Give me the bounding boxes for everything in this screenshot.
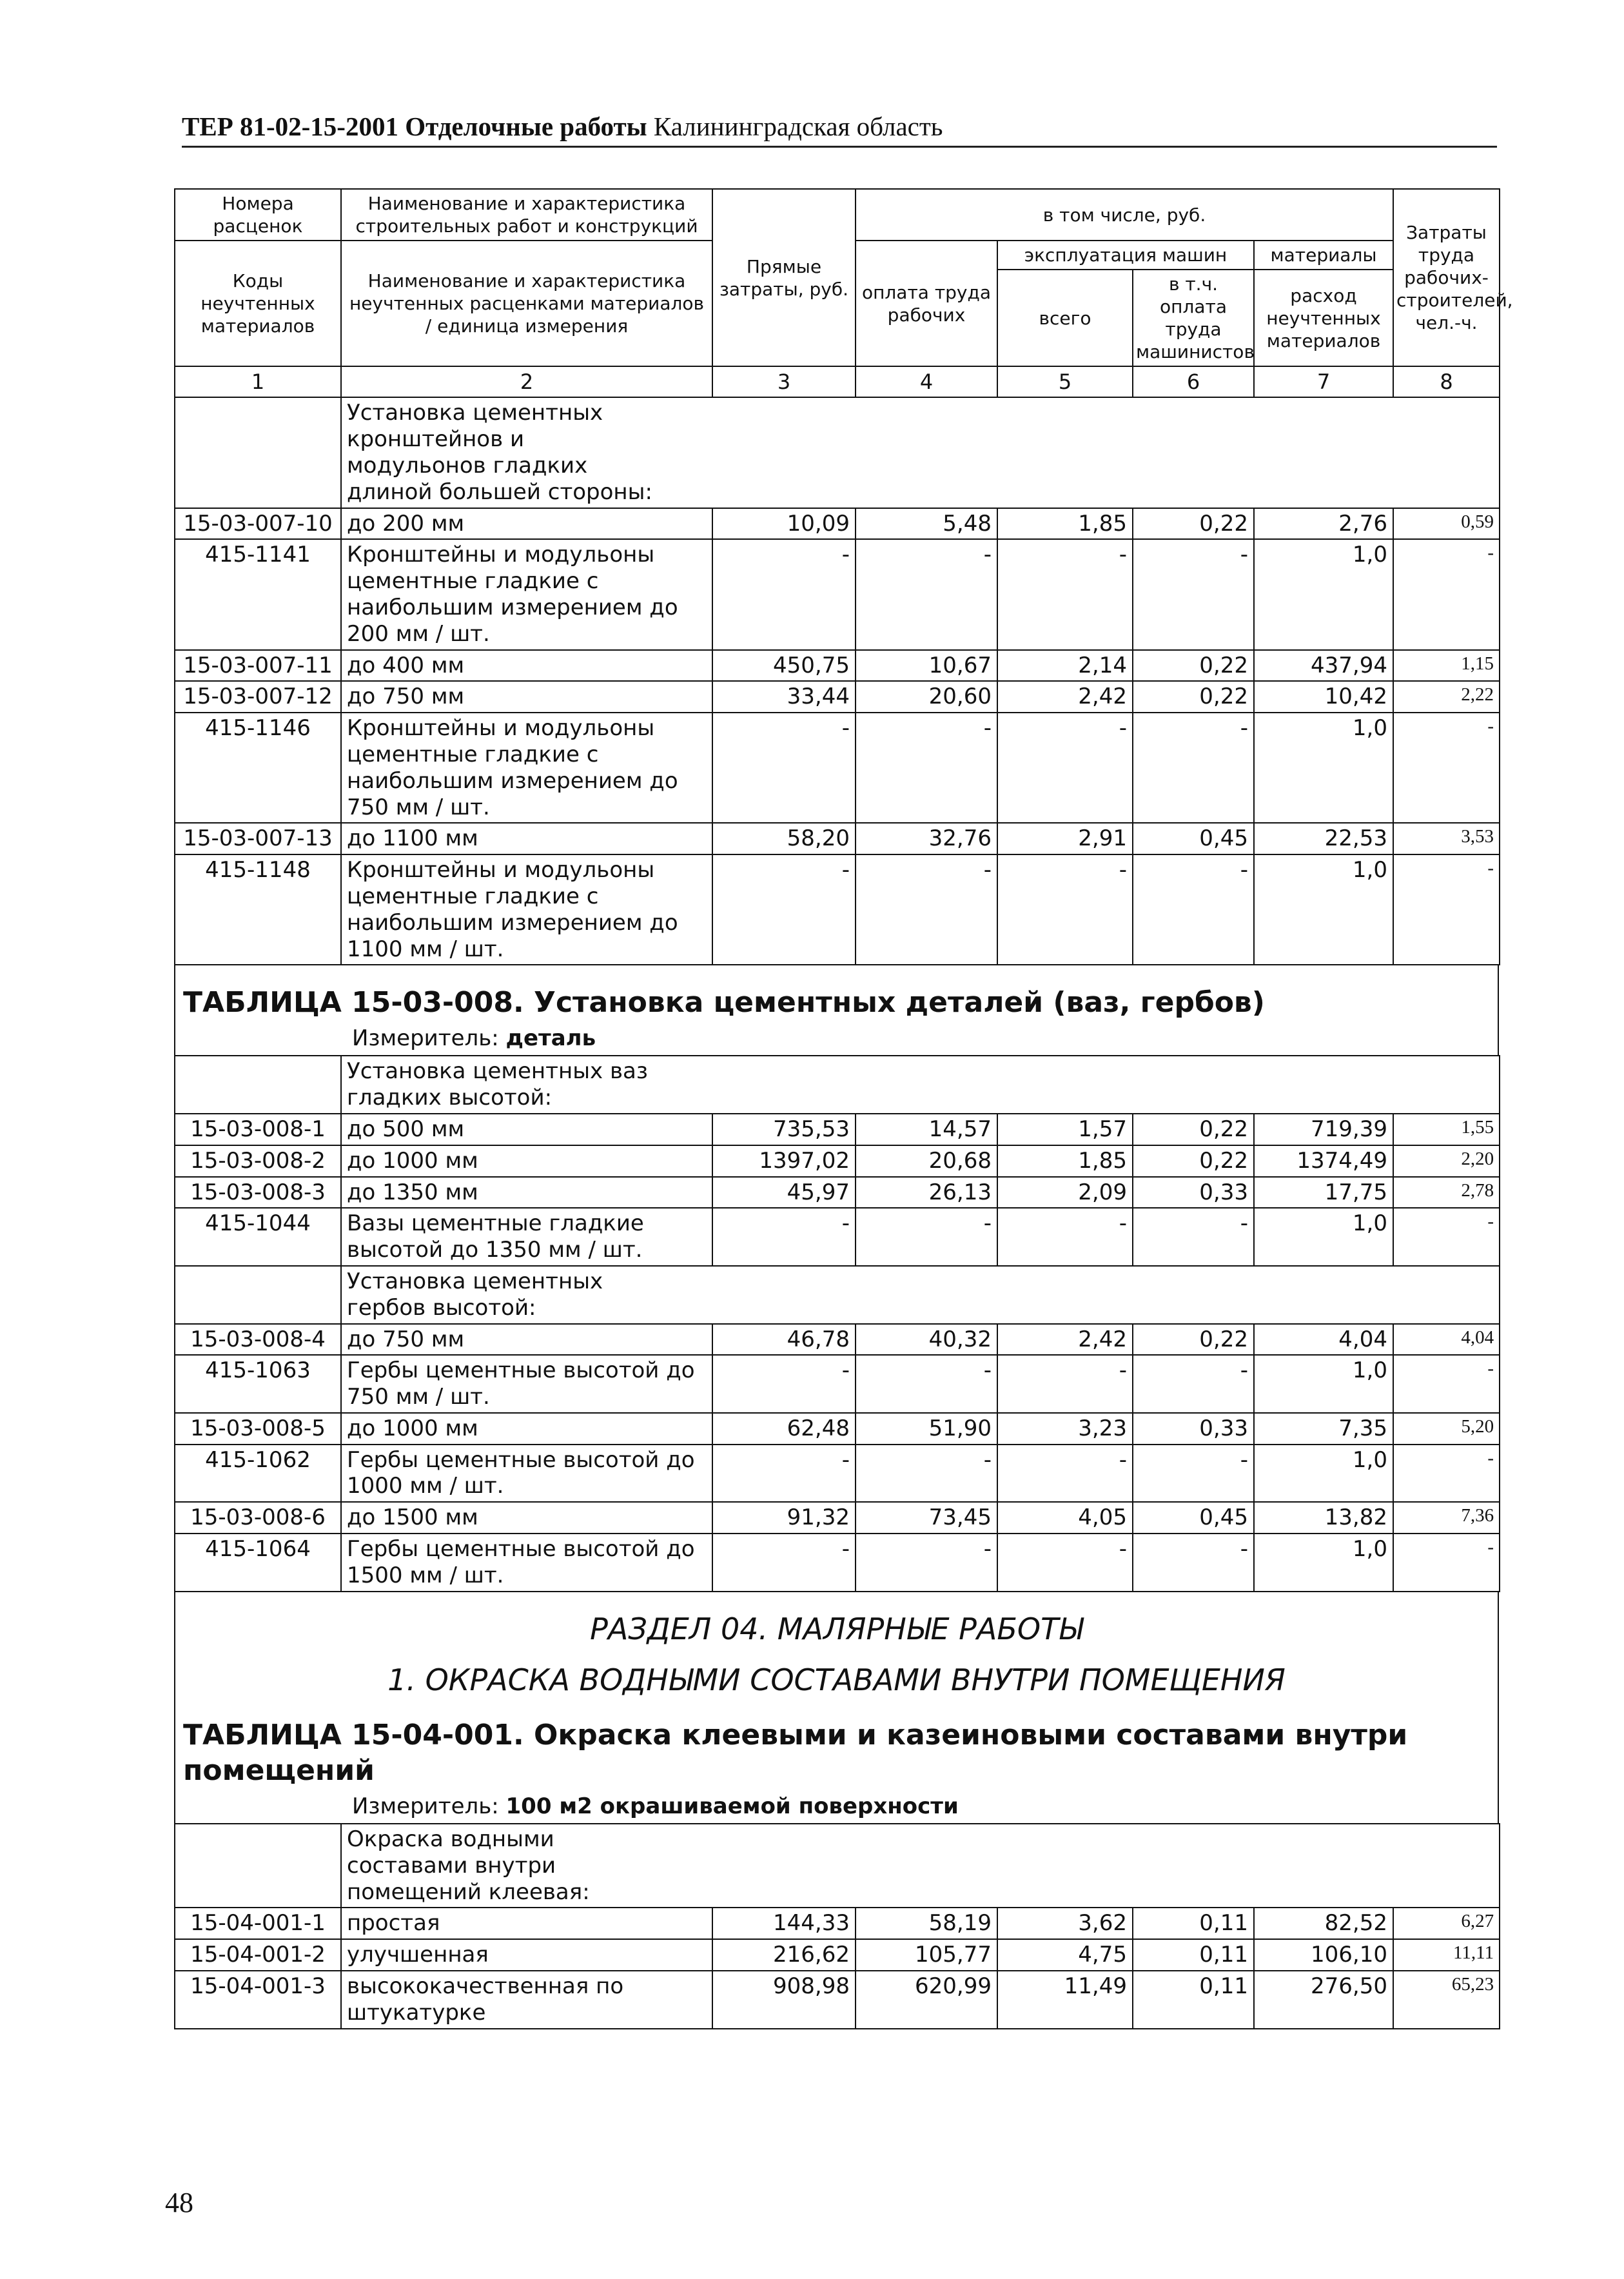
col1-top-header: Номера расценок bbox=[175, 189, 341, 241]
operators-pay-value: 0,45 bbox=[1133, 1502, 1254, 1534]
table-001-meter bbox=[183, 1788, 1490, 1823]
labor-pay-value: 620,99 bbox=[856, 1971, 997, 2029]
operators-pay-value: - bbox=[1133, 713, 1254, 823]
materials-value: 10,42 bbox=[1254, 681, 1393, 713]
labor-pay-value: 20,60 bbox=[856, 681, 997, 713]
rate-name: улучшенная bbox=[341, 1939, 712, 1971]
rate-code: 415-1141 bbox=[175, 539, 341, 649]
rate-code: 15-04-001-2 bbox=[175, 1939, 341, 1971]
machines-total-value: - bbox=[997, 854, 1133, 965]
labor-pay-value: 10,67 bbox=[856, 650, 997, 682]
rate-name: простая bbox=[341, 1908, 712, 1939]
labor-hours-value: - bbox=[1393, 713, 1500, 823]
labor-hours-value: 0,59 bbox=[1393, 508, 1500, 540]
direct-cost-value: 62,48 bbox=[712, 1413, 856, 1445]
table-row bbox=[175, 713, 1500, 823]
rate-code: 15-03-007-10 bbox=[175, 508, 341, 540]
operators-pay-value: - bbox=[1133, 1208, 1254, 1266]
empty-code-cell bbox=[175, 397, 341, 508]
machines-total-value: 2,09 bbox=[997, 1177, 1133, 1209]
table-row bbox=[175, 1502, 1500, 1534]
subsection-title: 1. ОКРАСКА ВОДНЫМИ СОСТАВАМИ ВНУТРИ ПОМЕЩЕНИЯ bbox=[387, 1662, 1286, 1697]
rate-code: 15-03-008-2 bbox=[175, 1145, 341, 1177]
direct-cost-value: - bbox=[712, 854, 856, 965]
meter-value: 100 м2 окрашиваемой поверхности bbox=[505, 1793, 959, 1820]
rate-name: Гербы цементные высотой до 750 мм / шт. bbox=[341, 1355, 712, 1413]
empty-code-cell bbox=[175, 1824, 341, 1908]
col-number: 7 bbox=[1254, 366, 1393, 397]
rate-name: до 1100 мм bbox=[341, 823, 712, 854]
labor-hours-value: 11,11 bbox=[1393, 1939, 1500, 1971]
table-row bbox=[175, 854, 1500, 965]
operators-pay-value: 0,22 bbox=[1133, 1324, 1254, 1356]
table-row bbox=[175, 1534, 1500, 1592]
labor-hours-value: 65,23 bbox=[1393, 1971, 1500, 2029]
operators-pay-value: 0,11 bbox=[1133, 1971, 1254, 2029]
group-intro-row bbox=[175, 1056, 1500, 1114]
operators-pay-value: 0,22 bbox=[1133, 1114, 1254, 1145]
materials-value: 1,0 bbox=[1254, 1208, 1393, 1266]
materials-value: 17,75 bbox=[1254, 1177, 1393, 1209]
materials-value: 82,52 bbox=[1254, 1908, 1393, 1939]
rate-name: до 750 мм bbox=[341, 681, 712, 713]
labor-hours-value: - bbox=[1393, 854, 1500, 965]
operators-pay-value: 0,33 bbox=[1133, 1177, 1254, 1209]
labor-pay-value: - bbox=[856, 539, 997, 649]
table-008-body bbox=[175, 1056, 1500, 1591]
table-row bbox=[175, 650, 1500, 682]
group1-body bbox=[175, 397, 1500, 965]
direct-cost-value: - bbox=[712, 539, 856, 649]
operators-pay-value: - bbox=[1133, 1534, 1254, 1592]
rate-name: Гербы цементные высотой до 1500 мм / шт. bbox=[341, 1534, 712, 1592]
rate-code: 415-1062 bbox=[175, 1445, 341, 1503]
header-region: Калининградская область bbox=[653, 112, 943, 141]
operators-pay-value: - bbox=[1133, 539, 1254, 649]
machines-total-value: 2,42 bbox=[997, 681, 1133, 713]
materials-value: 1,0 bbox=[1254, 539, 1393, 649]
direct-cost-value: 735,53 bbox=[712, 1114, 856, 1145]
materials-value: 1,0 bbox=[1254, 1534, 1393, 1592]
group-intro-row bbox=[175, 1266, 1500, 1324]
table-row bbox=[175, 1145, 1500, 1177]
rate-code: 415-1146 bbox=[175, 713, 341, 823]
rate-name: Кронштейны и модульоны цементные гладкие с наибольшим измерением до 750 мм / шт. bbox=[341, 713, 712, 823]
col-number: 8 bbox=[1393, 366, 1500, 397]
labor-hours-value: 6,27 bbox=[1393, 1908, 1500, 1939]
machines-total-value: 3,23 bbox=[997, 1413, 1133, 1445]
labor-pay-value: 5,48 bbox=[856, 508, 997, 540]
labor-hours-value: 5,20 bbox=[1393, 1413, 1500, 1445]
direct-cost-value: - bbox=[712, 1355, 856, 1413]
rate-name: до 500 мм bbox=[341, 1114, 712, 1145]
col-number: 2 bbox=[341, 366, 712, 397]
labor-pay-value: - bbox=[856, 1208, 997, 1266]
table-row bbox=[175, 539, 1500, 649]
section-title: РАЗДЕЛ 04. МАЛЯРНЫЕ РАБОТЫ bbox=[590, 1611, 1083, 1646]
direct-cost-value: - bbox=[712, 1445, 856, 1503]
direct-cost-value: 33,44 bbox=[712, 681, 856, 713]
rate-code: 15-04-001-3 bbox=[175, 1971, 341, 2029]
direct-cost-value: 908,98 bbox=[712, 1971, 856, 2029]
labor-hours-value: 2,22 bbox=[1393, 681, 1500, 713]
meter-label: Измеритель: bbox=[352, 1025, 506, 1052]
page-number: 48 bbox=[165, 2187, 193, 2218]
materials-value: 719,39 bbox=[1254, 1114, 1393, 1145]
col1-bottom-header: Коды неучтенных материалов bbox=[175, 241, 341, 366]
rate-code: 415-1064 bbox=[175, 1534, 341, 1592]
direct-cost-value: 45,97 bbox=[712, 1177, 856, 1209]
direct-cost-value: 450,75 bbox=[712, 650, 856, 682]
table-row bbox=[175, 508, 1500, 540]
operators-pay-value: 0,11 bbox=[1133, 1939, 1254, 1971]
machines-header: эксплуатация машин bbox=[997, 241, 1254, 270]
machines-total-value: 2,42 bbox=[997, 1324, 1133, 1356]
labor-header: Затраты труда рабочих-строителей, чел.-ч. bbox=[1393, 189, 1500, 366]
table-row bbox=[175, 1355, 1500, 1413]
direct-cost-value: 1397,02 bbox=[712, 1145, 856, 1177]
machines-total-value: - bbox=[997, 1534, 1133, 1592]
labor-pay-value: 73,45 bbox=[856, 1502, 997, 1534]
table-row bbox=[175, 1413, 1500, 1445]
table-008-heading bbox=[174, 965, 1499, 1055]
direct-cost-value: - bbox=[712, 713, 856, 823]
table-row bbox=[175, 681, 1500, 713]
rate-code: 15-03-008-6 bbox=[175, 1502, 341, 1534]
machines-total-value: - bbox=[997, 713, 1133, 823]
table-row bbox=[175, 1445, 1500, 1503]
table-row bbox=[175, 1114, 1500, 1145]
labor-hours-value: 2,78 bbox=[1393, 1177, 1500, 1209]
group-intro-row bbox=[175, 397, 1500, 508]
labor-pay-value: - bbox=[856, 1534, 997, 1592]
machines-total-value: - bbox=[997, 1445, 1133, 1503]
rate-name: Кронштейны и модульоны цементные гладкие с наибольшим измерением до 200 мм / шт. bbox=[341, 539, 712, 649]
operators-pay-value: - bbox=[1133, 1445, 1254, 1503]
empty-code-cell bbox=[175, 1266, 341, 1324]
machines-total-value: 1,57 bbox=[997, 1114, 1133, 1145]
machines-total-value: 1,85 bbox=[997, 1145, 1133, 1177]
labor-pay-value: - bbox=[856, 1355, 997, 1413]
header-rule bbox=[182, 146, 1497, 148]
labor-hours-value: - bbox=[1393, 1534, 1500, 1592]
col-number: 3 bbox=[712, 366, 856, 397]
direct-cost-value: 46,78 bbox=[712, 1324, 856, 1356]
group-intro-text: Установка цементных ваз гладких высотой: bbox=[341, 1056, 1500, 1114]
materials-value: 7,35 bbox=[1254, 1413, 1393, 1445]
direct-cost-value: 10,09 bbox=[712, 508, 856, 540]
operators-pay-value: 0,22 bbox=[1133, 650, 1254, 682]
labor-hours-value: 1,55 bbox=[1393, 1114, 1500, 1145]
labor-pay-value: 14,57 bbox=[856, 1114, 997, 1145]
machines-total-value: 4,05 bbox=[997, 1502, 1133, 1534]
rate-code: 15-03-008-5 bbox=[175, 1413, 341, 1445]
materials-value: 1,0 bbox=[1254, 713, 1393, 823]
rate-name: Кронштейны и модульоны цементные гладкие с наибольшим измерением до 1100 мм / шт. bbox=[341, 854, 712, 965]
machines-total-value: 1,85 bbox=[997, 508, 1133, 540]
meter-value: деталь bbox=[505, 1025, 596, 1052]
labor-hours-value: - bbox=[1393, 1445, 1500, 1503]
labor-pay-value: 40,32 bbox=[856, 1324, 997, 1356]
rate-code: 15-03-007-12 bbox=[175, 681, 341, 713]
rate-name: высококачественная по штукатурке bbox=[341, 1971, 712, 2029]
table-row bbox=[175, 1177, 1500, 1209]
col2-bottom-header: Наименование и характеристика неучтенных расценками материалов / единица измерения bbox=[341, 241, 712, 366]
labor-hours-value: - bbox=[1393, 1355, 1500, 1413]
materials-value: 22,53 bbox=[1254, 823, 1393, 854]
rates-table-header bbox=[174, 188, 1513, 965]
rate-name: до 1000 мм bbox=[341, 1413, 712, 1445]
operators-pay-value: 0,11 bbox=[1133, 1908, 1254, 1939]
rate-name: до 1350 мм bbox=[341, 1177, 712, 1209]
labor-pay-value: - bbox=[856, 1445, 997, 1503]
empty-code-cell bbox=[175, 1056, 341, 1114]
operators-pay-value: 0,22 bbox=[1133, 681, 1254, 713]
table-008-meter bbox=[183, 1020, 1490, 1055]
operators-pay-value: - bbox=[1133, 854, 1254, 965]
rate-name: до 200 мм bbox=[341, 508, 712, 540]
labor-pay-value: 51,90 bbox=[856, 1413, 997, 1445]
col-number: 4 bbox=[856, 366, 997, 397]
rate-code: 15-04-001-1 bbox=[175, 1908, 341, 1939]
direct-cost-value: 58,20 bbox=[712, 823, 856, 854]
running-header bbox=[182, 111, 943, 142]
table-row bbox=[175, 1939, 1500, 1971]
operators-pay-value: - bbox=[1133, 1355, 1254, 1413]
materials-value: 13,82 bbox=[1254, 1502, 1393, 1534]
table-001-body bbox=[175, 1824, 1500, 2029]
machines-total-header: всего bbox=[997, 270, 1133, 366]
unaccounted-materials-header: расход неучтенных материалов bbox=[1254, 270, 1393, 366]
table-001-title: ТАБЛИЦА 15-04-001. Окраска клеевыми и казеиновыми составами внутри помещений bbox=[183, 1719, 1408, 1788]
materials-value: 276,50 bbox=[1254, 1971, 1393, 2029]
group-intro-text: Окраска водными составами внутри помещений клеевая: bbox=[341, 1824, 1500, 1908]
labor-hours-value: - bbox=[1393, 1208, 1500, 1266]
operators-pay-value: 0,22 bbox=[1133, 508, 1254, 540]
direct-cost-value: - bbox=[712, 1534, 856, 1592]
materials-value: 1,0 bbox=[1254, 1355, 1393, 1413]
labor-pay-value: 26,13 bbox=[856, 1177, 997, 1209]
operators-pay-value: 0,22 bbox=[1133, 1145, 1254, 1177]
materials-value: 2,76 bbox=[1254, 508, 1393, 540]
rate-code: 15-03-008-4 bbox=[175, 1324, 341, 1356]
rate-code: 15-03-008-1 bbox=[175, 1114, 341, 1145]
labor-pay-value: 20,68 bbox=[856, 1145, 997, 1177]
labor-hours-value: 2,20 bbox=[1393, 1145, 1500, 1177]
rate-name: до 400 мм bbox=[341, 650, 712, 682]
group-intro-row bbox=[175, 1824, 1500, 1908]
labor-pay-value: - bbox=[856, 713, 997, 823]
table-row bbox=[175, 1324, 1500, 1356]
machines-total-value: 11,49 bbox=[997, 1971, 1133, 2029]
section-04-block bbox=[174, 1592, 1499, 1823]
labor-hours-value: 1,15 bbox=[1393, 650, 1500, 682]
table-row bbox=[175, 1908, 1500, 1939]
table-001 bbox=[174, 1823, 1500, 2029]
col-number: 1 bbox=[175, 366, 341, 397]
table-row bbox=[175, 1971, 1500, 2029]
direct-cost-value: - bbox=[712, 1208, 856, 1266]
machines-total-value: - bbox=[997, 1355, 1133, 1413]
table-008-title: ТАБЛИЦА 15-03-008. Установка цементных деталей (ваз, гербов) bbox=[183, 986, 1265, 1020]
rate-name: Гербы цементные высотой до 1000 мм / шт. bbox=[341, 1445, 712, 1503]
including-header: в том числе, руб. bbox=[856, 189, 1393, 241]
labor-pay-value: 58,19 bbox=[856, 1908, 997, 1939]
labor-pay-value: - bbox=[856, 854, 997, 965]
materials-value: 1,0 bbox=[1254, 1445, 1393, 1503]
materials-value: 4,04 bbox=[1254, 1324, 1393, 1356]
labor-hours-value: 3,53 bbox=[1393, 823, 1500, 854]
group-intro-text: Установка цементных кронштейнов и модульонов гладких длиной большей стороны: bbox=[341, 397, 1500, 508]
col-number: 6 bbox=[1133, 366, 1254, 397]
meter-label: Измеритель: bbox=[352, 1793, 506, 1820]
labor-pay-value: 32,76 bbox=[856, 823, 997, 854]
materials-header: материалы bbox=[1254, 241, 1393, 270]
machines-total-value: - bbox=[997, 539, 1133, 649]
rate-code: 415-1044 bbox=[175, 1208, 341, 1266]
labor-hours-value: - bbox=[1393, 539, 1500, 649]
rate-name: до 1000 мм bbox=[341, 1145, 712, 1177]
table-row bbox=[175, 1208, 1500, 1266]
machines-total-value: 2,14 bbox=[997, 650, 1133, 682]
labor-hours-value: 7,36 bbox=[1393, 1502, 1500, 1534]
labor-pay-value: 105,77 bbox=[856, 1939, 997, 1971]
labor-pay-header: оплата труда рабочих bbox=[856, 241, 997, 366]
rate-name: Вазы цементные гладкие высотой до 1350 мм / шт. bbox=[341, 1208, 712, 1266]
header-code: ТЕР 81-02-15-2001 Отделочные работы bbox=[182, 112, 647, 141]
materials-value: 1,0 bbox=[1254, 854, 1393, 965]
rate-name: до 1500 мм bbox=[341, 1502, 712, 1534]
machines-total-value: - bbox=[997, 1208, 1133, 1266]
machines-total-value: 2,91 bbox=[997, 823, 1133, 854]
table-row bbox=[175, 823, 1500, 854]
rate-code: 15-03-007-13 bbox=[175, 823, 341, 854]
rate-name: до 750 мм bbox=[341, 1324, 712, 1356]
col2-top-header: Наименование и характеристика строительных работ и конструкций bbox=[341, 189, 712, 241]
operators-pay-header: в т.ч. оплата труда машинистов bbox=[1133, 270, 1254, 366]
operators-pay-value: 0,33 bbox=[1133, 1413, 1254, 1445]
rate-code: 15-03-008-3 bbox=[175, 1177, 341, 1209]
rate-code: 415-1063 bbox=[175, 1355, 341, 1413]
col-number: 5 bbox=[997, 366, 1133, 397]
direct-costs-header: Прямые затраты, руб. bbox=[712, 189, 856, 366]
materials-value: 1374,49 bbox=[1254, 1145, 1393, 1177]
labor-hours-value: 4,04 bbox=[1393, 1324, 1500, 1356]
direct-cost-value: 91,32 bbox=[712, 1502, 856, 1534]
direct-cost-value: 144,33 bbox=[712, 1908, 856, 1939]
direct-cost-value: 216,62 bbox=[712, 1939, 856, 1971]
rate-code: 15-03-007-11 bbox=[175, 650, 341, 682]
rate-code: 415-1148 bbox=[175, 854, 341, 965]
materials-value: 106,10 bbox=[1254, 1939, 1393, 1971]
rates-document bbox=[174, 188, 1513, 2029]
machines-total-value: 4,75 bbox=[997, 1939, 1133, 1971]
materials-value: 437,94 bbox=[1254, 650, 1393, 682]
operators-pay-value: 0,45 bbox=[1133, 823, 1254, 854]
machines-total-value: 3,62 bbox=[997, 1908, 1133, 1939]
table-008 bbox=[174, 1055, 1500, 1592]
group-intro-text: Установка цементных гербов высотой: bbox=[341, 1266, 1500, 1324]
